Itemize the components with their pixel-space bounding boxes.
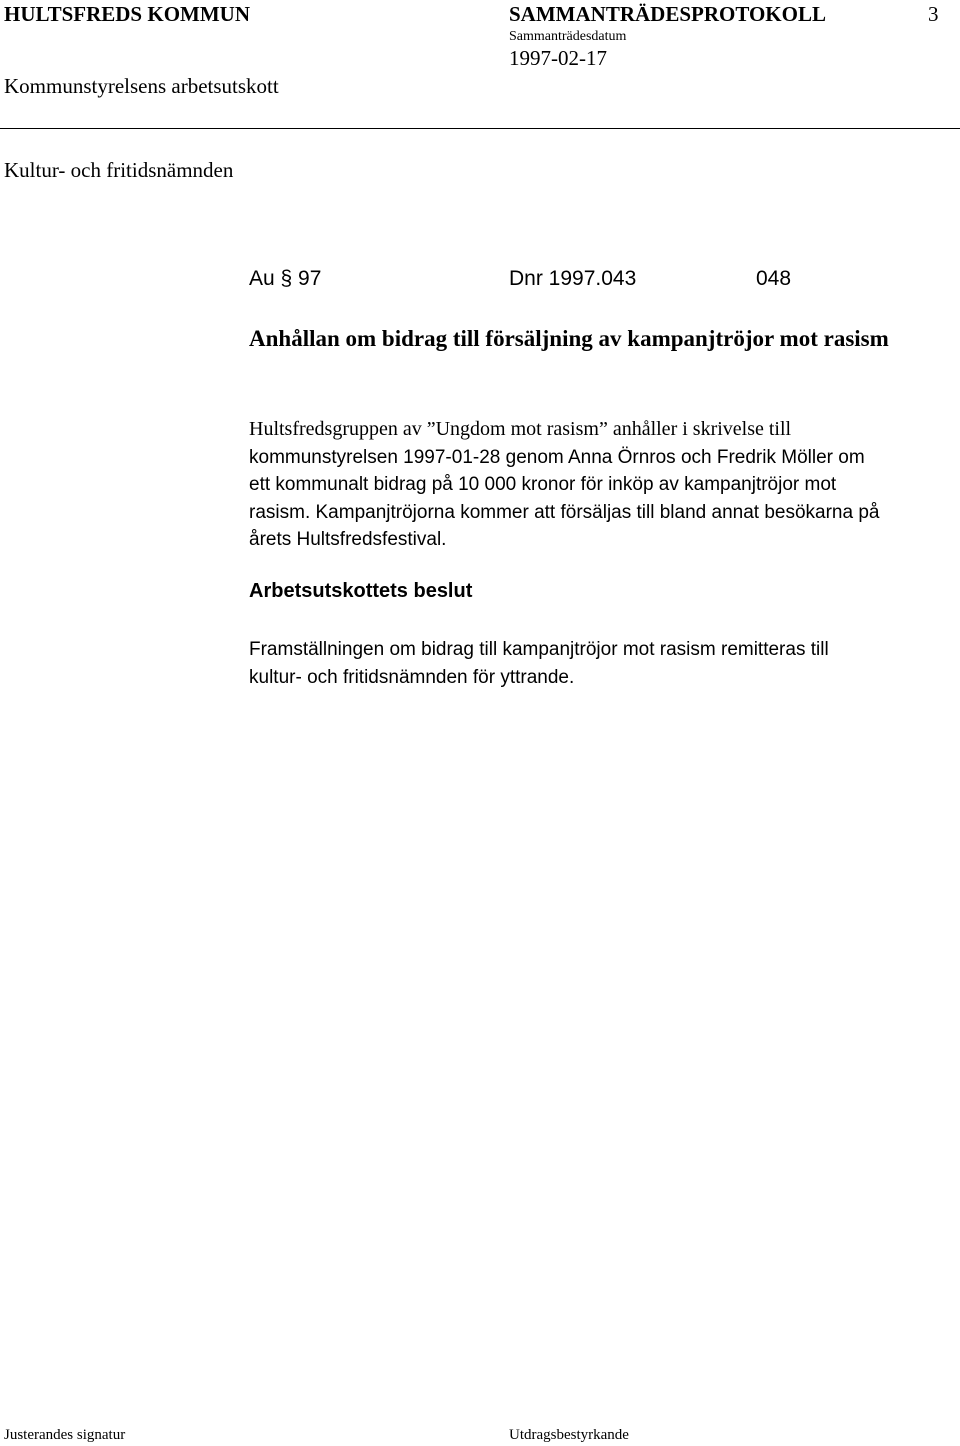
footer-certification-label: Utdragsbestyrkande bbox=[509, 1427, 629, 1443]
decision-heading: Arbetsutskottets beslut bbox=[249, 580, 473, 602]
item-registry-number: Dnr 1997.043 bbox=[509, 267, 637, 290]
meeting-date-label: Sammanträdesdatum bbox=[509, 29, 627, 44]
decision-line: kultur- och fritidsnämnden för yttrande. bbox=[249, 666, 575, 688]
organization-name: HULTSFREDS KOMMUN bbox=[4, 2, 251, 26]
item-title: Anhållan om bidrag till försäljning av kampanjtröjor mot rasism bbox=[249, 326, 889, 351]
body-line: kommunstyrelsen 1997-01-28 genom Anna Örnros och Fredrik Möller om bbox=[249, 446, 865, 468]
decision-line: Framställningen om bidrag till kampanjtröjor mot rasism remitteras till bbox=[249, 639, 829, 660]
body-line: Hultsfredsgruppen av ”Ungdom mot rasism” anhåller i skrivelse till bbox=[249, 418, 792, 440]
footer-signature-label: Justerandes signatur bbox=[4, 1427, 126, 1443]
item-code: 048 bbox=[756, 267, 792, 290]
document-type: SAMMANTRÄDESPROTOKOLL bbox=[509, 2, 826, 26]
body-line: årets Hultsfredsfestival. bbox=[249, 529, 447, 550]
decision-paragraph bbox=[249, 636, 949, 691]
body-paragraph bbox=[249, 416, 944, 554]
committee-name: Kommunstyrelsens arbetsutskott bbox=[4, 74, 279, 98]
recipient: Kultur- och fritidsnämnden bbox=[4, 158, 234, 182]
item-section: Au § 97 bbox=[249, 267, 322, 290]
page-number: 3 bbox=[928, 2, 939, 26]
meeting-date: 1997-02-17 bbox=[509, 46, 607, 70]
body-line: rasism. Kampanjtröjorna kommer att försäljas till bland annat besökarna på bbox=[249, 501, 880, 523]
header-divider bbox=[0, 128, 960, 129]
body-line: ett kommunalt bidrag på 10 000 kronor för inköp av kampanjtröjor mot bbox=[249, 474, 837, 495]
